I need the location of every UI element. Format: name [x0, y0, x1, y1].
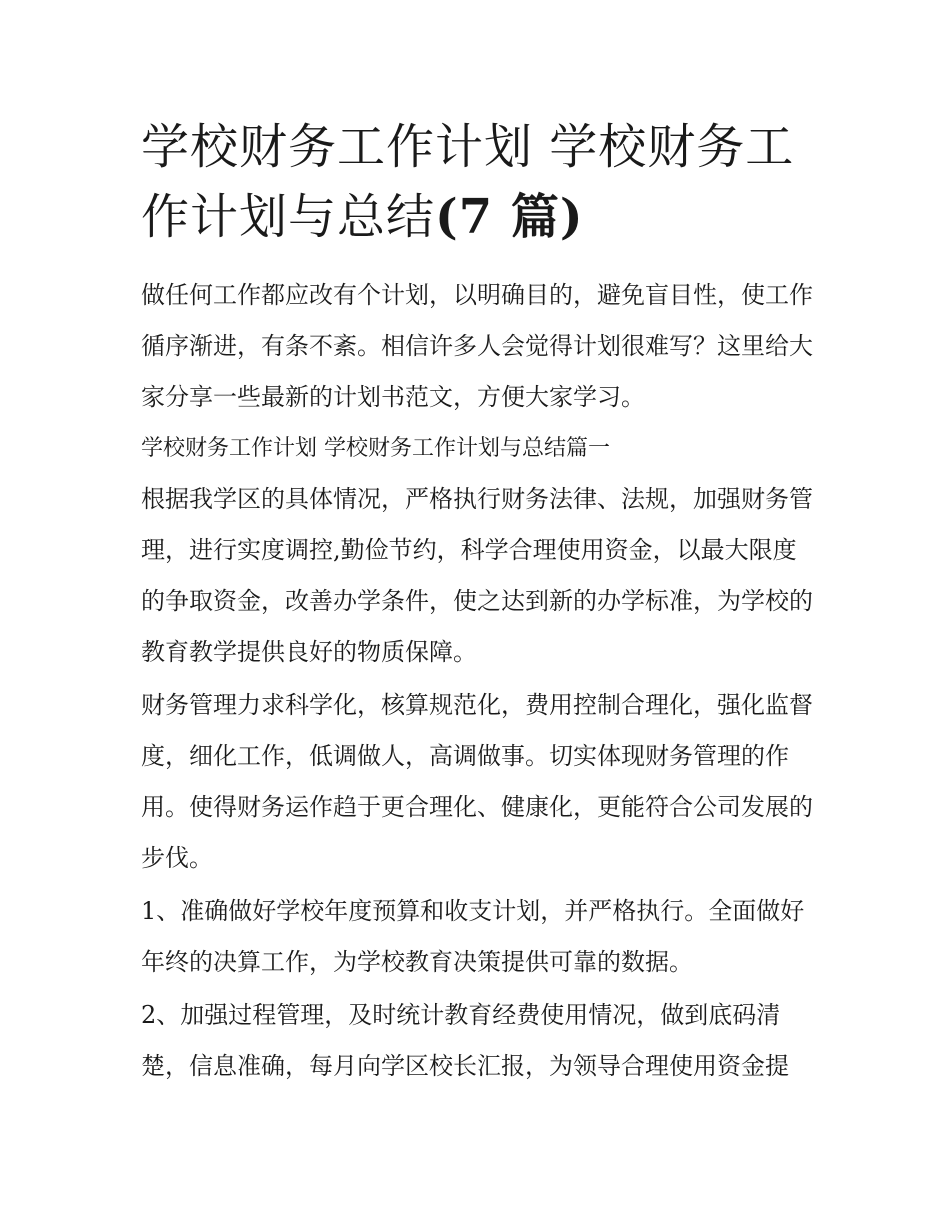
body-paragraph: 根据我学区的具体情况，严格执行财务法律、法规，加强财务管理，进行实度调控,勤俭节约，科学合理使用资金，以最大限度的争取资金，改善办学条件，使之达到新的办学标准，为学校的教育教学提供良好的物质保障。	[141, 485, 813, 666]
title-text: 学校财务工作计划 学校财务工作计划与总结	[141, 119, 795, 245]
title-count: (7 篇)	[435, 189, 584, 245]
list-item: 1、准确做好学校年度预算和收支计划，并严格执行。全面做好年终的决算工作，为学校教育决策提供可靠的数据。	[141, 897, 805, 976]
section-heading: 学校财务工作计划 学校财务工作计划与总结篇一	[141, 436, 610, 461]
body-paragraph: 财务管理力求科学化，核算规范化，费用控制合理化，强化监督度，细化工作，低调做人，高调做事。切实体现财务管理的作用。使得财务运作趋于更合理化、健康化，更能符合公司发展的步伐。	[141, 691, 813, 872]
list-item: 2、加强过程管理，及时统计教育经费使用情况，做到底码清楚，信息准确，每月向学区校长汇报，为领导合理使用资金提	[141, 1001, 789, 1080]
document-title	[141, 112, 813, 252]
document-page	[141, 112, 813, 1092]
intro-paragraph: 做任何工作都应改有个计划，以明确目的，避免盲目性，使工作循序渐进，有条不紊。相信许多人会觉得计划很难写？这里给大家分享一些最新的计划书范文，方便大家学习。	[141, 281, 813, 411]
